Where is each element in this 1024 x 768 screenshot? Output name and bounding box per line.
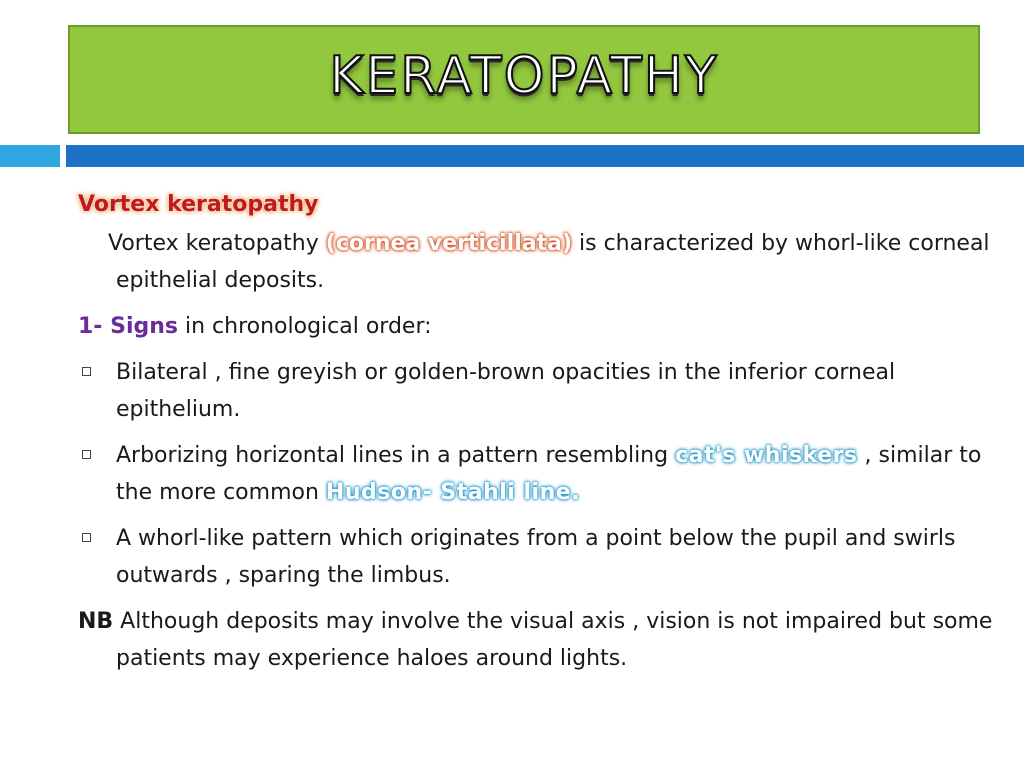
signs-rest: in chronological order: xyxy=(178,314,432,339)
intro-highlight: (cornea verticillata) xyxy=(325,231,573,256)
slide-content xyxy=(78,186,998,677)
accent-bar-left xyxy=(0,145,60,167)
title-banner xyxy=(68,25,980,134)
bullet-item xyxy=(78,437,998,511)
bullet-text: A whorl-like pattern which originates from a point below the pupil and swirls outwards , sparing the limbus. xyxy=(116,526,956,588)
bullet-highlight-hudson-stahli: Hudson- Stahli line. xyxy=(325,480,581,505)
bullet-text: Bilateral , fine greyish or golden-brown opacities in the inferior corneal epithelium. xyxy=(116,360,896,422)
intro-paragraph xyxy=(78,225,998,299)
nb-label: NB xyxy=(78,609,114,634)
square-bullet-icon xyxy=(82,450,91,459)
accent-bar-main xyxy=(66,145,1024,167)
section-heading xyxy=(78,186,998,225)
intro-pre: Vortex keratopathy xyxy=(108,231,326,256)
nb-note xyxy=(78,603,998,677)
nb-text: Although deposits may involve the visual axis , vision is not impaired but some patients may experience haloes around lights. xyxy=(113,609,993,671)
signs-heading xyxy=(78,308,998,345)
bullet-item xyxy=(78,354,998,428)
bullet-highlight-cats-whiskers: cat's whiskers xyxy=(675,443,858,468)
square-bullet-icon xyxy=(82,533,91,542)
slide-title: KERATOPATHY xyxy=(329,45,719,106)
square-bullet-icon xyxy=(82,367,91,376)
bullet-item xyxy=(78,520,998,594)
intro-post: is characterized by whorl-like corneal epithelial deposits. xyxy=(116,231,990,293)
section-heading-text: Vortex keratopathy xyxy=(78,192,319,217)
bullet-text-mid: , similar to the more common xyxy=(116,443,982,505)
signs-label: 1- Signs xyxy=(78,314,178,339)
bullet-text-pre: Arborizing horizontal lines in a pattern resembling xyxy=(116,443,676,468)
